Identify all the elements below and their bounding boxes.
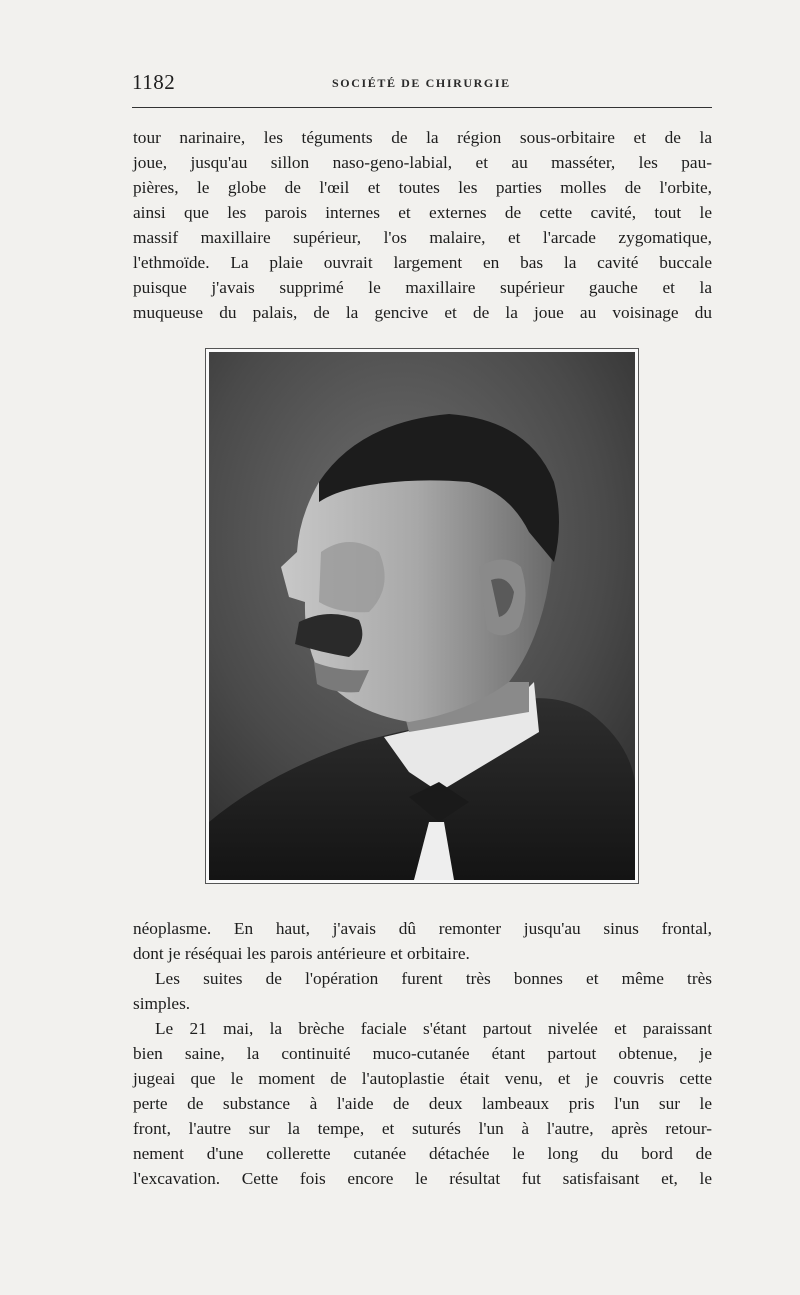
portrait-image [209,352,635,880]
portrait-photograph [205,348,639,884]
paragraph-top [133,125,712,325]
text-line: néoplasme. En haut, j'avais dû remonter jusqu'au sinus frontal, [133,919,712,938]
text-line: l'excavation. Cette fois encore le résultat fut satisfaisant et, le [133,1169,712,1188]
text-line: perte de substance à l'aide de deux lambeaux pris l'un sur le [133,1094,712,1113]
page-number: 1182 [132,70,176,94]
text-line: muqueuse du palais, de la gencive et de la joue au voisinage du [133,303,712,322]
text-line: bien saine, la continuité muco-cutanée étant partout obtenue, je [133,1044,712,1063]
text-line: ainsi que les parois internes et externes de cette cavité, tout le [133,203,712,222]
text-line: Les suites de l'opération furent très bonnes et même très [155,969,712,988]
text-line: massif maxillaire supérieur, l'os malaire, et l'arcade zygomatique, [133,228,712,247]
text-line: puisque j'avais supprimé le maxillaire supérieur gauche et la [133,278,712,297]
header-rule [132,107,712,108]
text-line: tour narinaire, les téguments de la région sous-orbitaire et de la [133,128,712,147]
text-line: Le 21 mai, la brèche faciale s'étant partout nivelée et paraissant [155,1019,712,1038]
text-line: l'ethmoïde. La plaie ouvrait largement en bas la cavité buccale [133,253,712,272]
text-line: jugeai que le moment de l'autoplastie était venu, et je couvris cette [133,1069,712,1088]
text-line: simples. [133,994,191,1013]
text-line: joue, jusqu'au sillon naso-geno-labial, et au masséter, les pau- [133,153,712,172]
text-line: front, l'autre sur la tempe, et suturés l'un à l'autre, après retour- [133,1119,712,1138]
running-head [132,66,712,96]
text-line: pières, le globe de l'œil et toutes les parties molles de l'orbite, [133,178,712,197]
text-line: nement d'une collerette cutanée détachée le long du bord de [133,1144,712,1163]
paragraph-bottom [133,916,712,1191]
text-line: dont je réséquai les parois antérieure et orbitaire. [133,944,470,963]
running-title: SOCIÉTÉ DE CHIRURGIE [332,76,511,90]
